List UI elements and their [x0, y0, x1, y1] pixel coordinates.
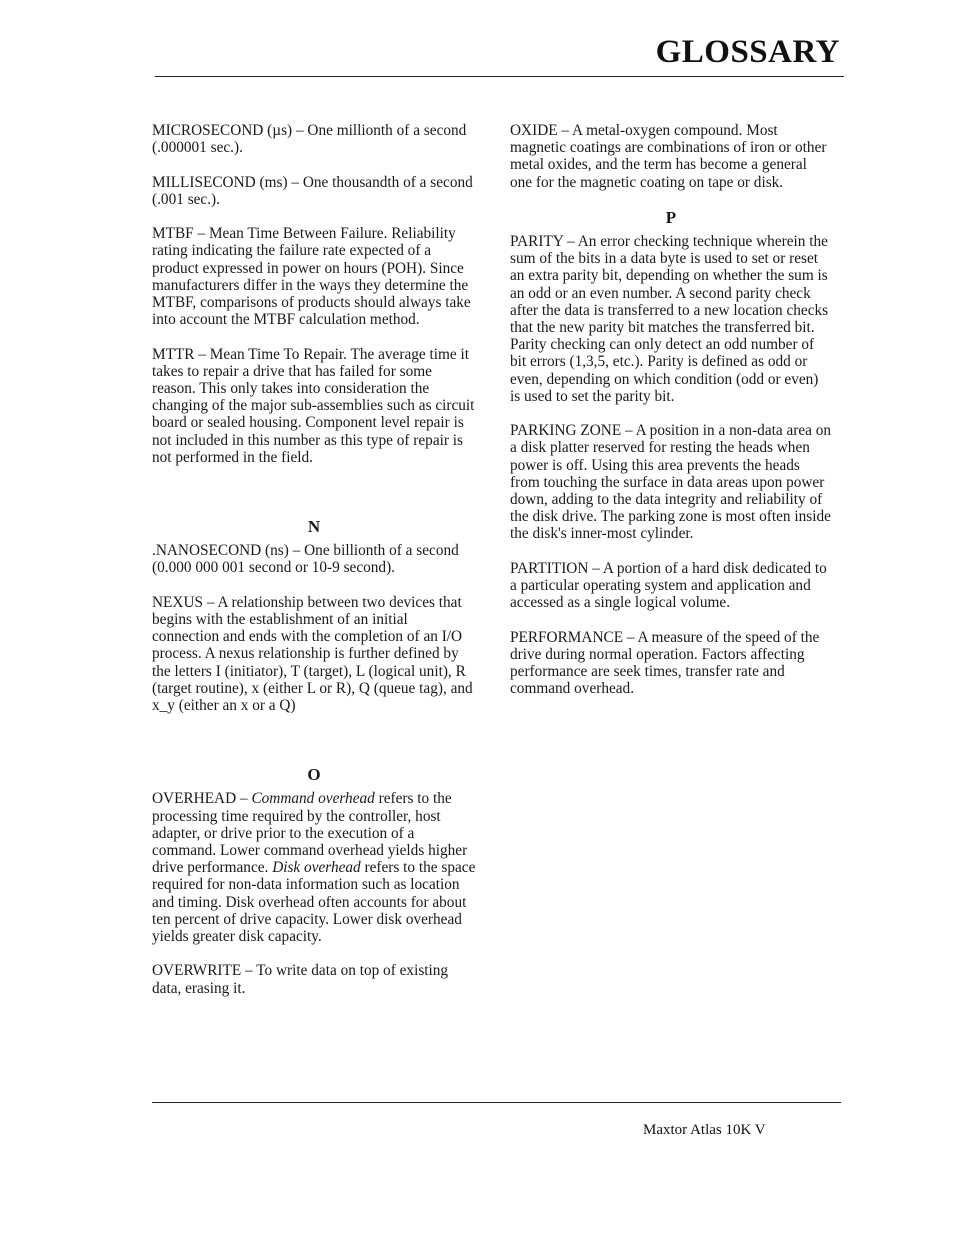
entry-term: PARTITION [510, 559, 589, 577]
entry-definition: An error checking technique wherein the sum of the bits in a data byte is used to set or reset an extra parity bit, depending on whether the sum is an odd or an even number. A second parity check after the data is transferred to a new location checks that the new parity bit matches the transferred bit. Parity checking can only detect an odd number of bit errors (1,3,5, etc.). Parity is defined as odd or even, depending on which condition (odd or even) is used to set the parity bit. [510, 233, 829, 405]
entry-separator: – [287, 173, 303, 191]
entry-definition: refers to the space required for non-data information such as location and timing. Disk overhead often accounts for about ten percent of drive capacity. Lower disk overhead yields greater disk capacity. [152, 859, 476, 946]
section-heading-o: O [307, 765, 321, 785]
glossary-entry-millisecond [152, 174, 476, 208]
entry-separator: – [563, 233, 578, 250]
entry-term: OXIDE [510, 122, 558, 139]
entry-term: PARKING ZONE [510, 422, 622, 440]
glossary-entry-mttr [152, 346, 476, 466]
entry-definition: A metal-oxygen compound. Most magnetic coatings are combinations of iron or other metal oxides, and the term has become a general one for the magnetic coating on tape or disk. [510, 122, 827, 191]
entry-term: OVERHEAD [152, 790, 237, 808]
entry-definition: refers to the processing time required by the controller, host adapter, or drive prior to the execution of a command. Lower command overhead yields higher drive performance. [152, 790, 468, 877]
entry-definition: A measure of the speed of the drive during normal operation. Factors affecting performance are seek times, transfer rate and command overhead. [510, 628, 820, 698]
entry-definition: A relationship between two devices that begins with the establishment of an initial connection and ends with the completion of an I/O process. A nexus relationship is further defined by the letters I (initiator), T (target), L (logical unit), R (target routine), x (either L or R), Q (queue tag), and x_y (either an x or a Q) [152, 593, 473, 715]
section-heading-p: P [665, 208, 677, 227]
right-column [510, 122, 832, 715]
entry-separator: – [621, 422, 636, 440]
entry-separator: – [236, 790, 252, 808]
entry-definition: To write data on top of existing data, erasing it. [152, 962, 449, 997]
entry-definition: Mean Time Between Failure. Reliability rating indicating the failure rate expected of a product expressed in power on hours (POH). Since manufacturers differ in the ways they determine the MTBF, comparisons of products should always take into account the MTBF calculation method. [152, 225, 471, 329]
entry-separator: – [557, 122, 573, 139]
entry-definition: A portion of a hard disk dedicated to a particular operating system and application and accessed as a single logical volume. [510, 559, 827, 612]
entry-term: PARITY [510, 233, 564, 250]
glossary-entry-overwrite [152, 962, 476, 996]
entry-term: OVERWRITE [152, 962, 242, 980]
entry-term: MTBF [152, 225, 194, 243]
glossary-entry-performance [510, 629, 832, 698]
entry-term: MTTR [152, 345, 195, 363]
spacer [152, 483, 476, 517]
glossary-entry-microsecond [152, 122, 476, 156]
footer-divider [152, 1102, 841, 1103]
entry-italic-term: Disk overhead [272, 859, 361, 877]
entry-definition: One millionth of a second (.000001 sec.). [152, 122, 467, 157]
entry-term: .NANOSECOND (ns) [152, 542, 289, 560]
section-heading-n: N [307, 517, 321, 537]
entry-italic-term: Command overhead [251, 790, 375, 808]
glossary-entry-parking-zone [510, 422, 832, 542]
entry-separator: – [193, 225, 209, 243]
glossary-entry-partition [510, 560, 832, 612]
entry-separator: – [288, 542, 305, 560]
spacer [152, 731, 476, 765]
entry-separator: – [623, 628, 638, 646]
entry-definition: A position in a non-data area on a disk platter reserved for resting the heads when power is off. Using this area prevents the heads from touching the surface in data areas upon power down, adding to the data integrity and reliability of the disk drive. The parking zone is most often inside the disk's inner-most cylinder. [510, 422, 832, 543]
entry-term: PERFORMANCE [510, 628, 624, 646]
entry-separator: – [241, 962, 257, 980]
header-divider [155, 76, 844, 77]
entry-separator: – [194, 345, 210, 363]
page-title: GLOSSARY [655, 34, 840, 70]
entry-term: MILLISECOND (ms) [152, 173, 288, 191]
entry-separator: – [203, 593, 218, 611]
glossary-entry-nanosecond [152, 542, 476, 576]
entry-term: MICROSECOND (µs) [152, 122, 293, 139]
entry-definition: One billionth of a second (0.000 000 001 second or 10-9 second). [152, 542, 459, 577]
entry-term: NEXUS [152, 593, 203, 611]
entry-separator: – [292, 122, 308, 139]
glossary-entry-oxide [510, 122, 832, 191]
entry-separator: – [588, 559, 603, 577]
glossary-entry-nexus [152, 594, 476, 714]
left-column [152, 122, 476, 1014]
glossary-entry-mtbf [152, 225, 476, 328]
entry-definition: One thousandth of a second (.001 sec.). [152, 173, 473, 208]
glossary-entry-parity [510, 233, 832, 405]
entry-definition: Mean Time To Repair. The average time it takes to repair a drive that has failed for some reason. This only takes into consideration the changing of the major sub-assemblies such as circuit board or sealed housing. Component level repair is not included in this number as this type of repair is not performed in the field. [152, 345, 475, 466]
footer-product-name: Maxtor Atlas 10K V [643, 1122, 766, 1138]
glossary-entry-overhead [152, 790, 476, 945]
